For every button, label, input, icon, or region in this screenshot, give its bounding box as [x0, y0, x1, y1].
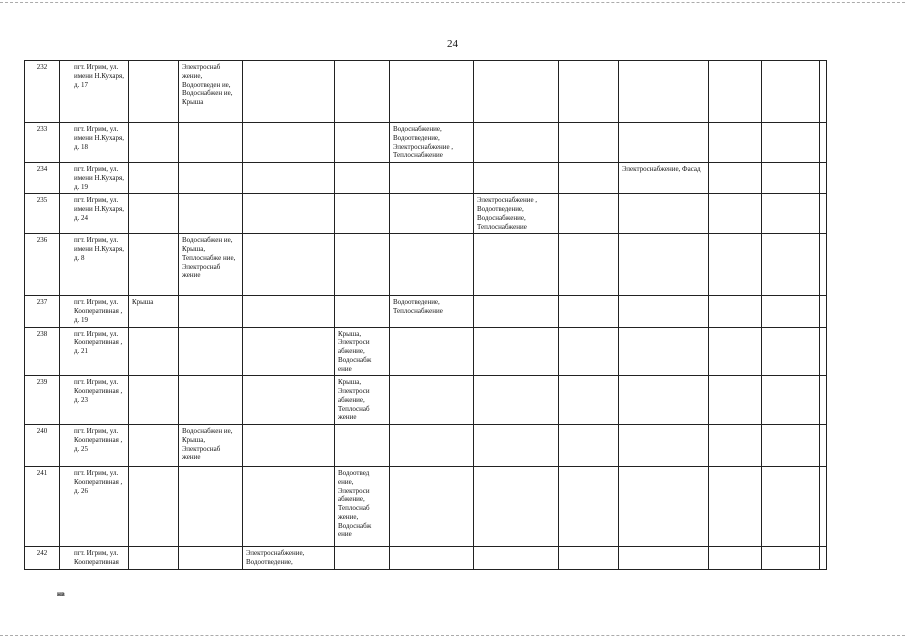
table-row	[25, 376, 827, 425]
work-cell	[243, 296, 335, 327]
row-number: 232	[25, 61, 60, 123]
work-cell	[619, 194, 709, 234]
work-cell	[559, 123, 619, 163]
work-cell	[335, 296, 390, 327]
work-cell	[129, 194, 179, 234]
work-cell	[335, 547, 390, 570]
work-cell	[179, 163, 243, 194]
work-cell	[820, 194, 827, 234]
work-cell	[709, 327, 762, 376]
work-cell	[474, 467, 559, 547]
work-cell	[762, 123, 820, 163]
work-cell	[762, 547, 820, 570]
work-cell: Электроснабжение, Фасад	[619, 163, 709, 194]
work-cell	[619, 296, 709, 327]
work-cell	[709, 61, 762, 123]
work-cell	[390, 61, 474, 123]
work-cell	[619, 425, 709, 467]
work-cell	[243, 194, 335, 234]
work-cell: Водоснабжен ие, Крыша, Теплоснабже ние, Электроснаб жение	[179, 234, 243, 296]
work-cell	[820, 234, 827, 296]
work-cell	[129, 425, 179, 467]
work-cell	[129, 123, 179, 163]
work-cell	[179, 327, 243, 376]
address-cell: пгт. Игрим, ул. Кооперативная , д. 25	[60, 425, 129, 467]
work-cell	[619, 123, 709, 163]
work-cell: Электроснабжение , Водоотведение, Водоснабжение, Теплоснабжение	[474, 194, 559, 234]
work-cell	[243, 467, 335, 547]
scan-edge-top	[0, 2, 905, 6]
address-cell: пгт. Игрим, ул. имени Н.Кухаря, д. 17	[60, 61, 129, 123]
scan-edge-bottom	[0, 632, 905, 636]
work-cell	[474, 376, 559, 425]
row-number: 234	[25, 163, 60, 194]
work-cell	[179, 194, 243, 234]
work-cell	[243, 123, 335, 163]
work-cell: Крыша, Электроси абжение, Теплоснаб жение	[335, 376, 390, 425]
work-cell	[709, 376, 762, 425]
work-cell	[129, 467, 179, 547]
work-cell	[820, 547, 827, 570]
work-cell	[390, 467, 474, 547]
work-cell	[762, 425, 820, 467]
work-cell	[619, 327, 709, 376]
work-cell	[335, 163, 390, 194]
address-cell: пгт. Игрим, ул. имени Н.Кухаря, д. 24	[60, 194, 129, 234]
work-cell	[762, 234, 820, 296]
work-cell	[762, 376, 820, 425]
work-cell	[474, 61, 559, 123]
work-cell: Водоотведение, Теплоснабжение	[390, 296, 474, 327]
work-cell	[559, 327, 619, 376]
work-cell	[335, 123, 390, 163]
work-cell	[474, 123, 559, 163]
address-cell: пгт. Игрим, ул. Кооперативная , д. 26	[60, 467, 129, 547]
work-cell	[709, 234, 762, 296]
work-cell	[762, 467, 820, 547]
works-table	[24, 60, 827, 570]
work-cell	[335, 234, 390, 296]
footer-mark: нв	[57, 590, 65, 598]
work-cell	[762, 327, 820, 376]
row-number: 233	[25, 123, 60, 163]
work-cell	[762, 296, 820, 327]
work-cell	[474, 327, 559, 376]
work-cell	[474, 425, 559, 467]
work-cell	[390, 234, 474, 296]
row-number: 240	[25, 425, 60, 467]
work-cell	[762, 194, 820, 234]
page-number: 24	[447, 38, 458, 50]
row-number: 242	[25, 547, 60, 570]
table-row	[25, 296, 827, 327]
work-cell	[129, 234, 179, 296]
work-cell: Водоснабжен ие, Крыша, Электроснаб жение	[179, 425, 243, 467]
address-cell: пгт. Игрим, ул. Кооперативная , д. 21	[60, 327, 129, 376]
work-cell: Крыша	[129, 296, 179, 327]
work-cell	[619, 61, 709, 123]
work-cell	[179, 123, 243, 163]
work-cell	[820, 467, 827, 547]
table-row	[25, 234, 827, 296]
work-cell	[559, 234, 619, 296]
table-row	[25, 467, 827, 547]
work-cell	[820, 61, 827, 123]
work-cell	[390, 194, 474, 234]
work-cell	[243, 327, 335, 376]
work-cell	[243, 234, 335, 296]
work-cell	[709, 123, 762, 163]
work-cell	[474, 296, 559, 327]
address-cell: пгт. Игрим, ул. имени Н.Кухаря, д. 18	[60, 123, 129, 163]
work-cell	[762, 61, 820, 123]
address-cell: пгт. Игрим, ул. Кооперативная , д. 23	[60, 376, 129, 425]
work-cell	[243, 376, 335, 425]
work-cell	[559, 547, 619, 570]
work-cell	[243, 61, 335, 123]
work-cell	[474, 234, 559, 296]
work-cell	[709, 467, 762, 547]
work-cell	[559, 61, 619, 123]
work-cell	[709, 425, 762, 467]
work-cell	[820, 296, 827, 327]
work-cell	[335, 61, 390, 123]
work-cell	[559, 425, 619, 467]
work-cell: Электроснаб жение, Водоотведен ие, Водоснабжен ие, Крыша	[179, 61, 243, 123]
table-body	[25, 61, 827, 570]
work-cell	[820, 425, 827, 467]
address-cell: пгт. Игрим, ул. имени Н.Кухаря, д. 8	[60, 234, 129, 296]
work-cell	[820, 376, 827, 425]
work-cell	[390, 327, 474, 376]
table-row	[25, 123, 827, 163]
work-cell	[559, 376, 619, 425]
work-cell	[390, 376, 474, 425]
work-cell: Водоснабжение, Водоотведение, Электроснабжение , Теплоснабжение	[390, 123, 474, 163]
work-cell	[619, 467, 709, 547]
work-cell	[762, 163, 820, 194]
work-cell: Крыша, Электроси абжение, Водоснабж ение	[335, 327, 390, 376]
work-cell	[243, 163, 335, 194]
work-cell	[390, 425, 474, 467]
work-cell	[179, 376, 243, 425]
work-cell	[390, 163, 474, 194]
work-cell	[619, 547, 709, 570]
work-cell	[474, 163, 559, 194]
row-number: 239	[25, 376, 60, 425]
row-number: 237	[25, 296, 60, 327]
work-cell	[390, 547, 474, 570]
work-cell	[243, 425, 335, 467]
address-cell: пгт. Игрим, ул. Кооперативная	[60, 547, 129, 570]
work-cell: Электроснабжение, Водоотведение,	[243, 547, 335, 570]
work-cell	[709, 547, 762, 570]
work-cell	[820, 327, 827, 376]
table-row	[25, 547, 827, 570]
address-cell: пгт. Игрим, ул. имени Н.Кухаря, д. 19	[60, 163, 129, 194]
work-cell	[709, 163, 762, 194]
work-cell	[129, 61, 179, 123]
work-cell	[129, 547, 179, 570]
row-number: 235	[25, 194, 60, 234]
work-cell	[474, 547, 559, 570]
work-cell	[179, 467, 243, 547]
work-cell: Водоотвед ение, Электроси абжение, Теплоснаб жение, Водоснабж ение	[335, 467, 390, 547]
address-cell: пгт. Игрим, ул. Кооперативная , д. 19	[60, 296, 129, 327]
work-cell	[129, 376, 179, 425]
work-cell	[559, 194, 619, 234]
work-cell	[179, 547, 243, 570]
work-cell	[709, 296, 762, 327]
work-cell	[709, 194, 762, 234]
row-number: 236	[25, 234, 60, 296]
table-row	[25, 425, 827, 467]
work-cell	[820, 123, 827, 163]
work-cell	[619, 376, 709, 425]
table-row	[25, 194, 827, 234]
work-cell	[619, 234, 709, 296]
row-number: 241	[25, 467, 60, 547]
work-cell	[179, 296, 243, 327]
work-cell	[559, 296, 619, 327]
work-cell	[129, 163, 179, 194]
table-row	[25, 61, 827, 123]
work-cell	[559, 467, 619, 547]
table-row	[25, 163, 827, 194]
row-number: 238	[25, 327, 60, 376]
work-cell	[129, 327, 179, 376]
work-cell	[559, 163, 619, 194]
table-row	[25, 327, 827, 376]
work-cell	[335, 425, 390, 467]
work-cell	[335, 194, 390, 234]
work-cell	[820, 163, 827, 194]
